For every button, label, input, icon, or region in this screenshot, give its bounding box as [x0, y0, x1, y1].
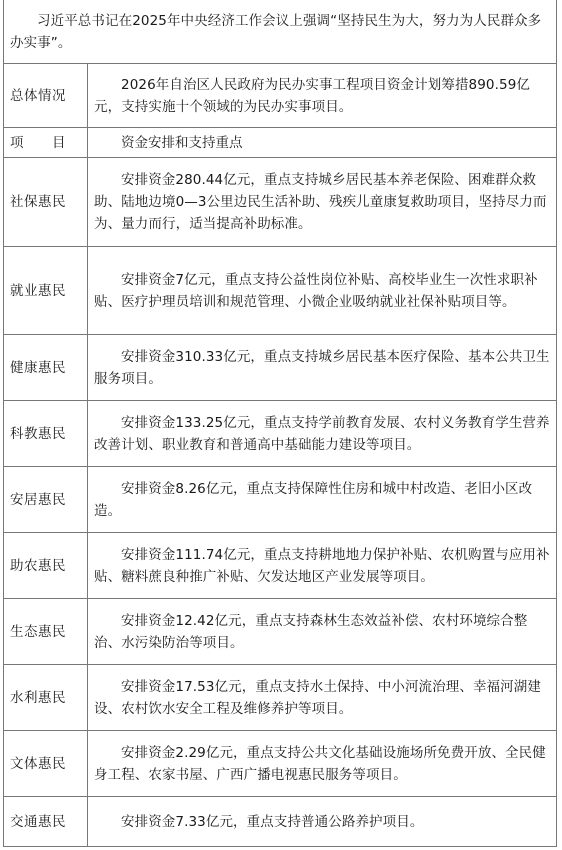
table-row [4, 158, 557, 247]
row-label: 生态惠民 [4, 599, 88, 665]
header-content: 资金安排和支持重点 [88, 128, 557, 158]
table-header-row [4, 128, 557, 158]
row-text: 安排资金111.74亿元，重点支持耕地地力保护补贴、农机购置与应用补贴、糖料蔗良种推广补贴、欠发达地区产业发展等项目。 [88, 533, 557, 599]
table-row [4, 467, 557, 533]
row-label: 健康惠民 [4, 335, 88, 401]
row-label: 水利惠民 [4, 665, 88, 731]
intro-paragraph: 习近平总书记在2025年中央经济工作会议上强调“坚持民生为大，努力为人民群众多办实事”。 [3, 0, 557, 63]
row-text: 安排资金280.44亿元，重点支持城乡居民基本养老保险、困难群众救助、陆地边境0—3公里边民生活补助、残疾儿童康复救助项目，坚持尽力而为、量力而行，适当提高补助标准。 [88, 158, 557, 247]
table-row [4, 335, 557, 401]
row-text: 安排资金12.42亿元，重点支持森林生态效益补偿、农村环境综合整治、水污染防治等项目。 [88, 599, 557, 665]
row-label: 文体惠民 [4, 731, 88, 797]
row-text: 安排资金17.53亿元，重点支持水土保持、中小河流治理、幸福河湖建设、农村饮水安全工程及维修养护等项目。 [88, 665, 557, 731]
overview-label: 总体情况 [4, 64, 88, 128]
row-text: 安排资金310.33亿元，重点支持城乡居民基本医疗保险、基本公共卫生服务项目。 [88, 335, 557, 401]
overview-row [4, 64, 557, 128]
table-row [4, 247, 557, 335]
row-label: 交通惠民 [4, 797, 88, 847]
header-item: 项 目 [4, 128, 88, 158]
table-row [4, 731, 557, 797]
row-label: 安居惠民 [4, 467, 88, 533]
table-row [4, 599, 557, 665]
row-text: 安排资金7.33亿元，重点支持普通公路养护项目。 [88, 797, 557, 847]
table-row [4, 665, 557, 731]
table-row [4, 797, 557, 847]
row-text: 安排资金133.25亿元，重点支持学前教育发展、农村义务教育学生营养改善计划、职业教育和普通高中基础能力建设等项目。 [88, 401, 557, 467]
row-text: 安排资金8.26亿元，重点支持保障性住房和城中村改造、老旧小区改造。 [88, 467, 557, 533]
overview-text: 2026年自治区人民政府为民办实事工程项目资金计划筹措890.59亿元，支持实施十个领域的为民办实事项目。 [88, 64, 557, 128]
funding-table [3, 63, 557, 847]
row-label: 就业惠民 [4, 247, 88, 335]
table-row [4, 401, 557, 467]
row-text: 安排资金7亿元，重点支持公益性岗位补贴、高校毕业生一次性求职补贴、医疗护理员培训和规范管理、小微企业吸纳就业社保补贴项目等。 [88, 247, 557, 335]
row-text: 安排资金2.29亿元，重点支持公共文化基础设施场所免费开放、全民健身工程、农家书屋、广西广播电视惠民服务等项目。 [88, 731, 557, 797]
table-row [4, 533, 557, 599]
row-label: 社保惠民 [4, 158, 88, 247]
row-label: 助农惠民 [4, 533, 88, 599]
row-label: 科教惠民 [4, 401, 88, 467]
